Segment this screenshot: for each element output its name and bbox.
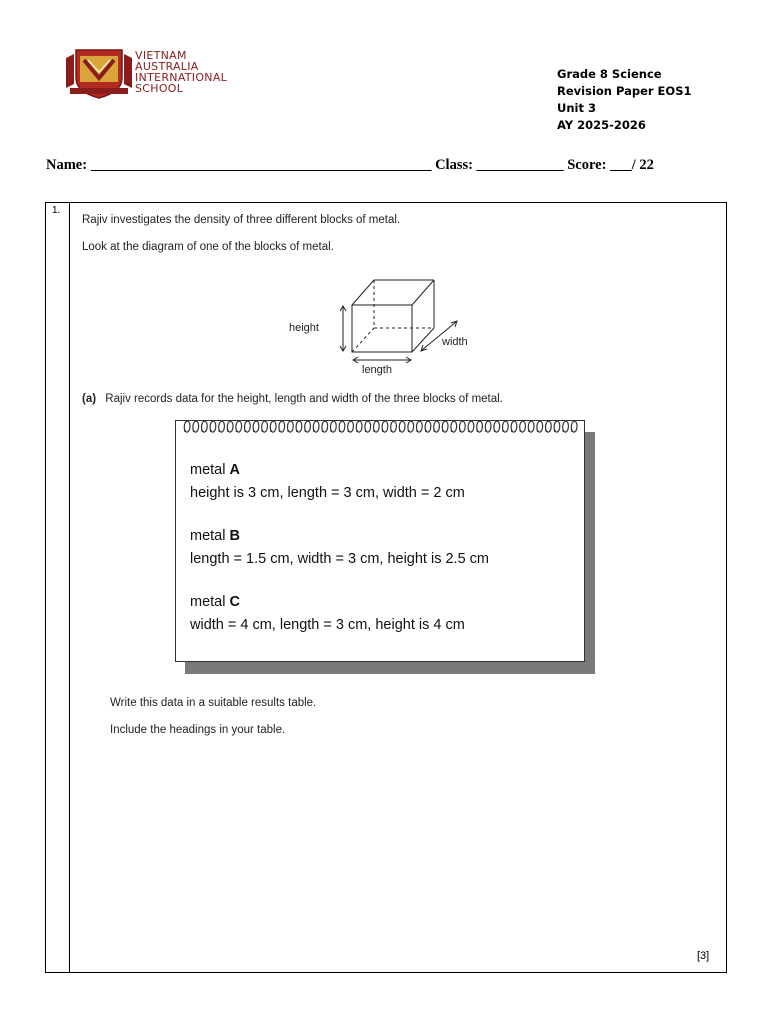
paper-info-line: Revision Paper EOS1 [557,84,692,98]
spiral-ring [537,421,543,432]
question-intro: Rajiv investigates the density of three different blocks of metal. [82,214,401,226]
spiral-ring [528,421,534,432]
spiral-ring [219,421,225,432]
data-notebook [175,420,595,675]
spiral-ring [554,421,560,432]
marks-badge: [3] [697,950,710,962]
spiral-ring [391,421,397,432]
metal-letter: B [229,528,240,544]
spiral-rings-icon [179,416,589,438]
spiral-ring [210,421,216,432]
metal-title-prefix: metal [190,462,230,478]
metal-letter: A [229,462,240,478]
spiral-ring [546,421,552,432]
spiral-ring [348,421,354,432]
spiral-ring [313,421,319,432]
spiral-ring [322,421,328,432]
spiral-ring [331,421,337,432]
spiral-ring [305,421,311,432]
spiral-ring [399,421,405,432]
spiral-ring [374,421,380,432]
spiral-ring [227,421,233,432]
school-name [135,50,227,94]
spiral-ring [296,421,302,432]
name-label: Name: [46,157,88,173]
name-blank[interactable]: _______________________________________________ [90,157,432,173]
class-label: Class: [435,157,473,173]
instruction-headings: Include the headings in your table. [110,724,286,736]
diagram-label-width: width [442,336,468,348]
metal-a-data: height is 3 cm, length = 3 cm, width = 2 cm [190,485,465,501]
spiral-ring [434,421,440,432]
spiral-ring [425,421,431,432]
spiral-ring [460,421,466,432]
metal-letter: C [229,594,240,610]
spiral-ring [563,421,569,432]
spiral-ring [356,421,362,432]
question-number: 1. [52,205,61,216]
metal-c-title [190,594,240,610]
spiral-ring [202,421,208,432]
school-name-line: SCHOOL [135,82,184,95]
spiral-ring [442,421,448,432]
spiral-ring [365,421,371,432]
metal-b-data: length = 1.5 cm, width = 3 cm, height is 2.5 cm [190,551,490,567]
spiral-ring [485,421,491,432]
paper-info-line: Unit 3 [557,101,596,115]
paper-info-line: AY 2025-2026 [557,118,646,132]
spiral-ring [339,421,345,432]
score-blank[interactable]: ___/ 22 [610,157,654,173]
spiral-ring [253,421,259,432]
diagram-label-length: length [362,364,392,376]
spiral-ring [270,421,276,432]
spiral-ring [184,421,190,432]
metal-title-prefix: metal [190,528,230,544]
spiral-ring [382,421,388,432]
instruction-table: Write this data in a suitable results table. [110,697,317,709]
spiral-ring [245,421,251,432]
part-a-text: Rajiv records data for the height, length and width of the three blocks of metal. [105,393,503,405]
student-info-line [46,157,654,174]
spiral-ring [193,421,199,432]
spiral-ring [236,421,242,432]
spiral-ring [451,421,457,432]
spiral-ring [408,421,414,432]
number-column-divider [69,203,70,972]
spiral-ring [494,421,500,432]
paper-info [557,66,691,134]
spiral-ring [520,421,526,432]
spiral-ring [571,421,577,432]
school-logo-crest-icon [64,44,134,100]
spiral-ring [477,421,483,432]
spiral-ring [468,421,474,432]
class-blank[interactable]: ____________ [476,157,564,173]
spiral-ring [288,421,294,432]
part-a-prompt [82,393,503,405]
spiral-ring [511,421,517,432]
diagram-label-height: height [289,322,319,334]
score-label: Score: [567,157,607,173]
spiral-ring [503,421,509,432]
paper-info-line: Grade 8 Science [557,67,662,81]
metal-a-title [190,462,240,478]
spiral-ring [262,421,268,432]
spiral-ring [417,421,423,432]
question-diagram-prompt: Look at the diagram of one of the blocks of metal. [82,241,334,253]
school-name-line: VIETNAM [135,49,187,62]
school-name-line: AUSTRALIA [135,60,199,73]
school-name-line: INTERNATIONAL [135,71,228,84]
spiral-ring [279,421,285,432]
part-a-label: (a) [82,393,97,405]
metal-c-data: width = 4 cm, length = 3 cm, height is 4 cm [190,617,465,633]
metal-b-title [190,528,240,544]
metal-title-prefix: metal [190,594,230,610]
